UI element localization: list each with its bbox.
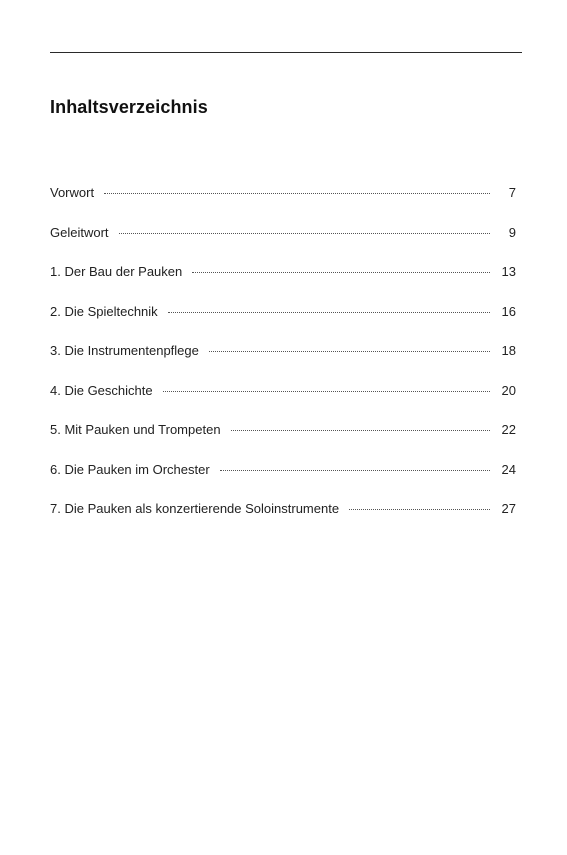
table-of-contents: [50, 181, 516, 537]
toc-entry-page: 9: [508, 224, 516, 240]
toc-entry-page: 27: [501, 501, 516, 516]
toc-entry-chapter-5: [50, 418, 516, 441]
toc-entry-page: 13: [501, 264, 516, 279]
dot-leader: [104, 193, 490, 194]
toc-entry-title: 7. Die Pauken als konzertierende Soloinstrumente: [50, 501, 340, 516]
toc-entry-title: Geleitwort: [50, 224, 109, 240]
toc-entry-chapter-6: [50, 458, 516, 481]
dot-leader: [220, 470, 490, 471]
dot-leader: [209, 351, 490, 352]
toc-entry-page: 7: [508, 185, 516, 200]
toc-entry-chapter-4: [50, 379, 516, 402]
toc-entry-page: 20: [501, 382, 516, 398]
toc-entry-page: 16: [501, 303, 516, 319]
dot-leader: [231, 430, 490, 431]
toc-entry-chapter-3: [50, 339, 516, 362]
toc-entry-page: 18: [501, 343, 516, 358]
toc-entry-page: 22: [501, 422, 516, 437]
toc-entry-page: 24: [501, 461, 516, 477]
dot-leader: [163, 391, 490, 392]
dot-leader: [192, 272, 490, 273]
toc-entry-title: 2. Die Spieltechnik: [50, 303, 158, 319]
toc-entry-title: 3. Die Instrumentenpflege: [50, 343, 199, 358]
toc-entry-geleitwort: [50, 221, 516, 244]
toc-entry-chapter-1: [50, 260, 516, 283]
toc-entry-vorwort: [50, 181, 516, 204]
toc-entry-chapter-2: [50, 300, 516, 323]
header-rule: [50, 52, 522, 53]
toc-entry-chapter-7: [50, 497, 516, 520]
toc-entry-title: 1. Der Bau der Pauken: [50, 264, 183, 279]
dot-leader: [349, 509, 490, 510]
dot-leader: [119, 233, 490, 234]
toc-entry-title: 6. Die Pauken im Orchester: [50, 461, 210, 477]
page-title: Inhaltsverzeichnis: [50, 97, 208, 117]
dot-leader: [168, 312, 490, 313]
toc-entry-title: 4. Die Geschichte: [50, 382, 153, 398]
toc-entry-title: Vorwort: [50, 185, 95, 200]
toc-entry-title: 5. Mit Pauken und Trompeten: [50, 422, 221, 437]
